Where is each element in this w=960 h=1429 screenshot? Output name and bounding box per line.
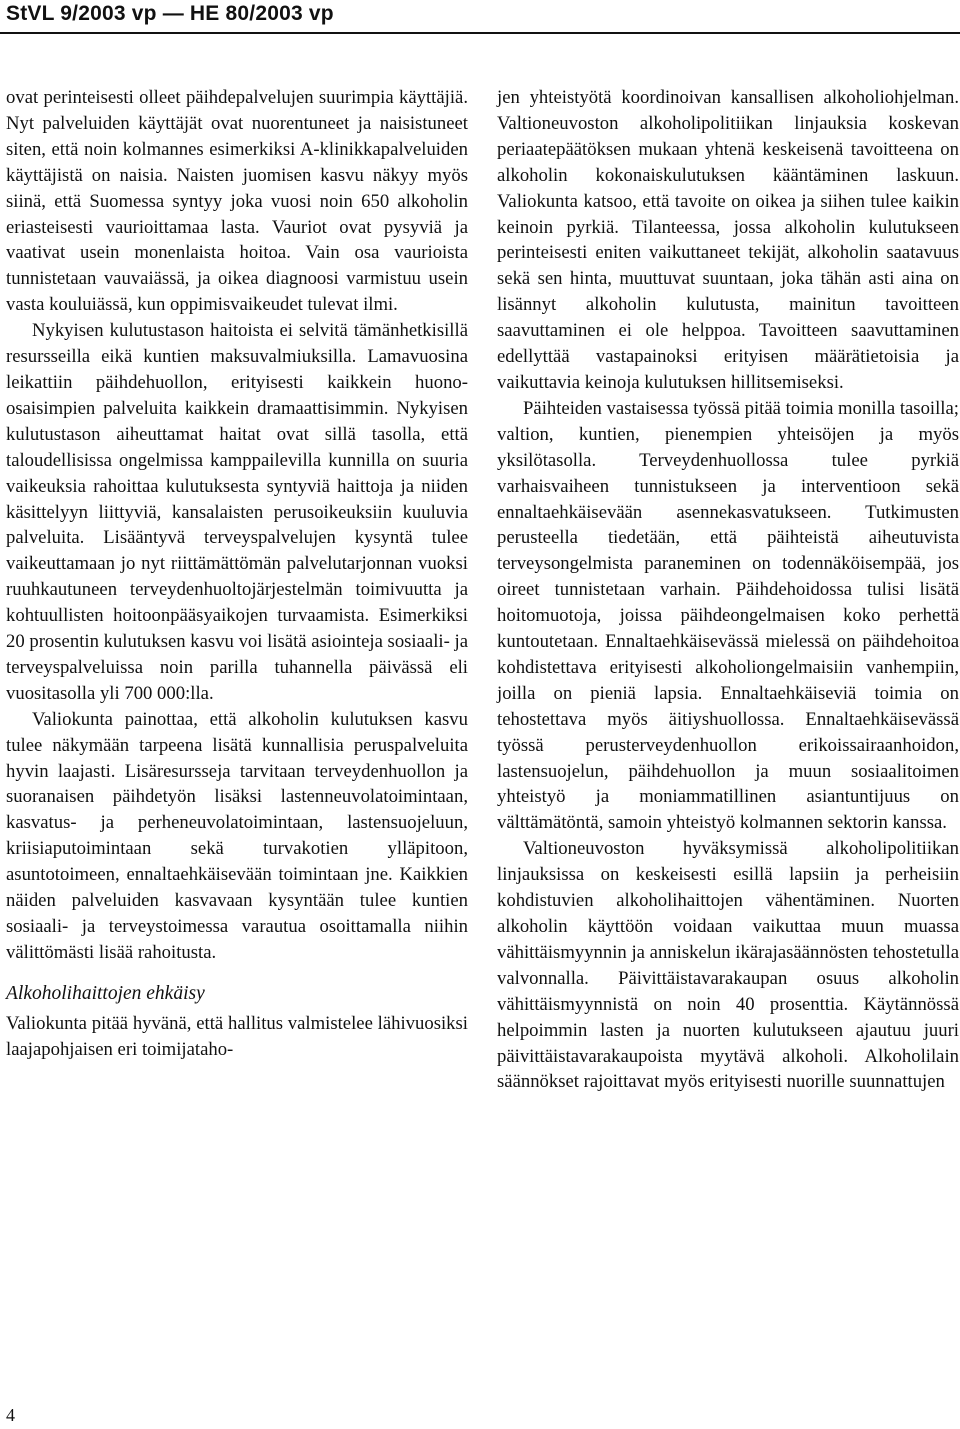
right-paragraph-1: jen yhteistyötä koordinoivan kansallisen alkoholiohjelman. Valtioneuvoston alkoholipolitiikan linjauksia koskevan periaatepäätöksen mukaan yhtenä keskeisenä tavoitteena on alkoholin kokonaiskulutuksen kääntäminen laskuun. Valiokunta katsoo, että tavoite on oikea ja siihen tulee kaikin keinoin pyrkiä. Tilanteessa, jossa alkoholin kulutukseen perinteisesti eniten vaikuttaneet tekijät, alkoholin saatavuus sekä sen hinta, muuttuvat suuntaan, joka tähän asti aina on lisännyt alkoholin kulutusta, mainitun tavoitteen saavuttaminen ei ole helppoa. Tavoitteen saavuttaminen edellyttää vastapainoksi erityisen määrätietoisia ja vaikuttavia keinoja kulutuksen hillitsemiseksi. [497,87,959,393]
left-paragraph-2: Nykyisen kulutustason haitoista ei selvitä tämänhetkisillä resursseilla eikä kuntien maksuvalmiuksilla. Lamavuosina leikattiin päihdehuollon, erityisesti kaikkein huono-osaisimpien palveluita kaikkein dramaattisimmin. Nykyisen kulutustason aiheuttamat haitat ovat sillä tasolla, että taloudellisissa ongelmissa kamppailevilla kunnilla on suuria vaikeuksia rahoittaa kulutuksesta syntyviä haittoja ja niiden käsittelyyn liittyviä, kansalaisten perusoikeuksiin kuuluvia palveluita. Lisääntyvä terveyspalvelujen kysyntä tulee vaikeuttamaan jo nyt riittämättömän palvelutarjonnan vuoksi ruuhkautuneen terveydenhuoltojärjestelmän toimivuutta ja kohtuullisten hoitoonpääsyaikojen turvaamista. Esimerkiksi 20 prosentin kulutuksen kasvu voi lisätä asiointeja sosiaali- ja terveyspalveluissa noin parilla tuhannella päivässä eli vuositasolla yli 700 000:lla. [6,320,468,704]
left-column [6,85,468,1063]
left-section-paragraph: Valiokunta pitää hyvänä, että hallitus valmistelee lähivuosiksi laajapohjaisen eri toimijataho- [6,1012,468,1060]
right-column [497,85,959,1095]
left-paragraph-3: Valiokunta painottaa, että alkoholin kulutuksen kasvu tulee näkymään tarpeena lisätä kunnallisia peruspalveluita hyvin laajasti. Lisäresursseja tarvitaan terveydenhuollon ja suoranaisen päihdetyön lisäksi lastenneuvolatoimintaan, kasvatus- ja perheneuvolatoimintaan, lastensuojeluun, kriisiaputoimintaan sekä turvakotien ylläpitoon, asuntotoimeen, ennaltaehkäisevään toimintaan jne. Kaikkien näiden palveluiden kasvavaan kysyntään tulee kuntien sosiaali- ja terveystoimessa varautua osoittamalla niihin välittömästi lisää rahoitusta. [6,708,468,963]
right-paragraph-2: Päihteiden vastaisessa työssä pitää toimia monilla tasoilla; valtion, kuntien, pienempien yhteisöjen ja myös yksilötasolla. Terveydenhuollossa tulee pyrkiä varhaisvaiheen tunnistukseen ja interventioon sekä ennaltaehkäisevään asennekasvatukseen. Tutkimusten perusteella tiedetään, että päihteistä aiheutuvista terveysongelmista paraneminen on todennäköisempää, jos oireet tunnistetaan varhain. Päihdehoidossa tulisi lisätä hoitomuotoja, joissa päihdeongelmaisen koko perhettä kuntoutetaan. Ennaltaehkäisevässä mielessä on päihdehoitoa kohdistettava erityisesti alkoholiongelmaisiin vanhempiin, joilla on pieniä lapsia. Ennaltaehkäiseviä toimia on tehostettava myös äitiyshuollossa. Ennaltaehkäisevässä työssä perusterveydenhuollon erikoissairaanhoidon, lastensuojelun, päihdehuollon ja muun sosiaalitoimen yhteistyö ja moniammatillinen asiantuntijuus on välttämätöntä, samoin yhteistyö kolmannen sektorin kanssa. [497,397,959,834]
page-number: 4 [6,1405,15,1425]
running-header: StVL 9/2003 vp — HE 80/2003 vp [6,2,334,25]
section-heading: Alkoholihaittojen ehkäisy [6,982,205,1004]
left-paragraph-1: ovat perinteisesti olleet päihdepalvelujen suurimpia käyttäjiä. Nyt palveluiden käyttäjät ovat nuorentuneet ja naisistuneet siten, että noin kolmannes esimerkiksi A-klinikkapalveluiden käyttäjistä on naisia. Naisten juomisen kasvu näkyy myös siinä, että Suomessa syntyy joka vuosi noin 650 alkoholin eriasteisesti vaurioittamaa lasta. Vauriot ovat pysyviä ja vaativat usein monenlaista hoitoa. Vain osa vaurioista tunnistetaan vauvaiässä, ja oikea diagnoosi varmistuu usein vasta kouluiässä, kun oppimisvaikeudet tulevat ilmi. [6,87,468,316]
header-rule [0,32,960,34]
right-paragraph-3: Valtioneuvoston hyväksymissä alkoholipolitiikan linjauksissa on keskeisesti esillä lapsiin ja perheisiin kohdistuvien alkoholihaittojen vähentäminen. Nuorten alkoholin käyttöön voidaan vaikuttaa muun muassa vähittäismyynnin ja anniskelun ikärajasäännösten tehostetulla valvonnalla. Päivittäistavarakaupan osuus alkoholin vähittäismyynnistä on noin 40 prosenttia. Käytännössä helpoimmin lasten ja nuorten kulutukseen ajautuu juuri päivittäistavarakaupoista myytävä alkoholi. Alkoholilain säännökset rajoittavat myös erityisesti nuorille suunnattujen [497,838,959,1093]
